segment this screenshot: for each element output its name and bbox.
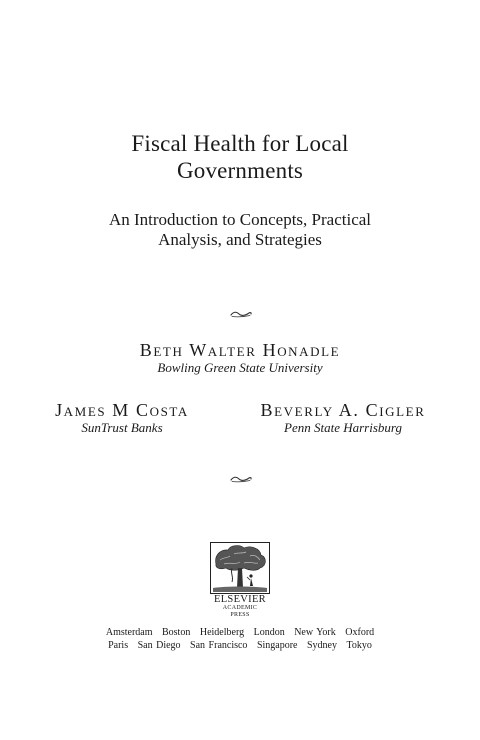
author-block-honadle	[0, 340, 480, 376]
author-name: Beth Walter Honadle	[139, 340, 341, 360]
book-title-line-2: Governments	[176, 158, 304, 183]
author-affiliation: Bowling Green State University	[157, 360, 323, 375]
city-name: Amsterdam	[105, 627, 153, 638]
ornament-divider-icon	[229, 474, 253, 484]
elsevier-tree-logo-icon	[210, 542, 270, 594]
cities-row-2	[0, 639, 480, 652]
city-name: Singapore	[256, 640, 298, 651]
city-name: Sydney	[306, 640, 337, 651]
author-affiliation: SunTrust Banks	[81, 420, 163, 435]
city-name: Paris	[108, 640, 129, 651]
city-name: Boston	[162, 627, 191, 638]
city-name: San Diego	[137, 640, 181, 651]
author-affiliation: Penn State Harrisburg	[284, 420, 402, 435]
publisher-imprint	[0, 605, 480, 618]
city-name: London	[253, 627, 285, 638]
book-subtitle	[0, 210, 480, 250]
city-name: Heidelberg	[199, 627, 245, 638]
book-title	[0, 130, 480, 184]
city-name: San Francisco	[190, 640, 248, 651]
publisher-cities	[0, 626, 480, 652]
city-name: Oxford	[345, 627, 375, 638]
ornament-divider-icon	[229, 309, 253, 319]
imprint-line-1: ACADEMIC	[222, 605, 258, 611]
author-name: Beverly A. Cigler	[260, 400, 426, 420]
imprint-line-2: PRESS	[230, 611, 250, 618]
author-block-cigler	[236, 400, 450, 436]
book-subtitle-line-1: An Introduction to Concepts, Practical	[108, 210, 372, 229]
publisher-name: ELSEVIER	[214, 594, 266, 605]
author-block-costa	[36, 400, 208, 436]
author-name: James M Costa	[55, 400, 189, 420]
cities-row-1	[0, 626, 480, 639]
book-title-line-1: Fiscal Health for Local	[131, 131, 349, 156]
city-name: New York	[294, 627, 336, 638]
city-name: Tokyo	[346, 640, 372, 651]
book-subtitle-line-2: Analysis, and Strategies	[158, 230, 322, 249]
